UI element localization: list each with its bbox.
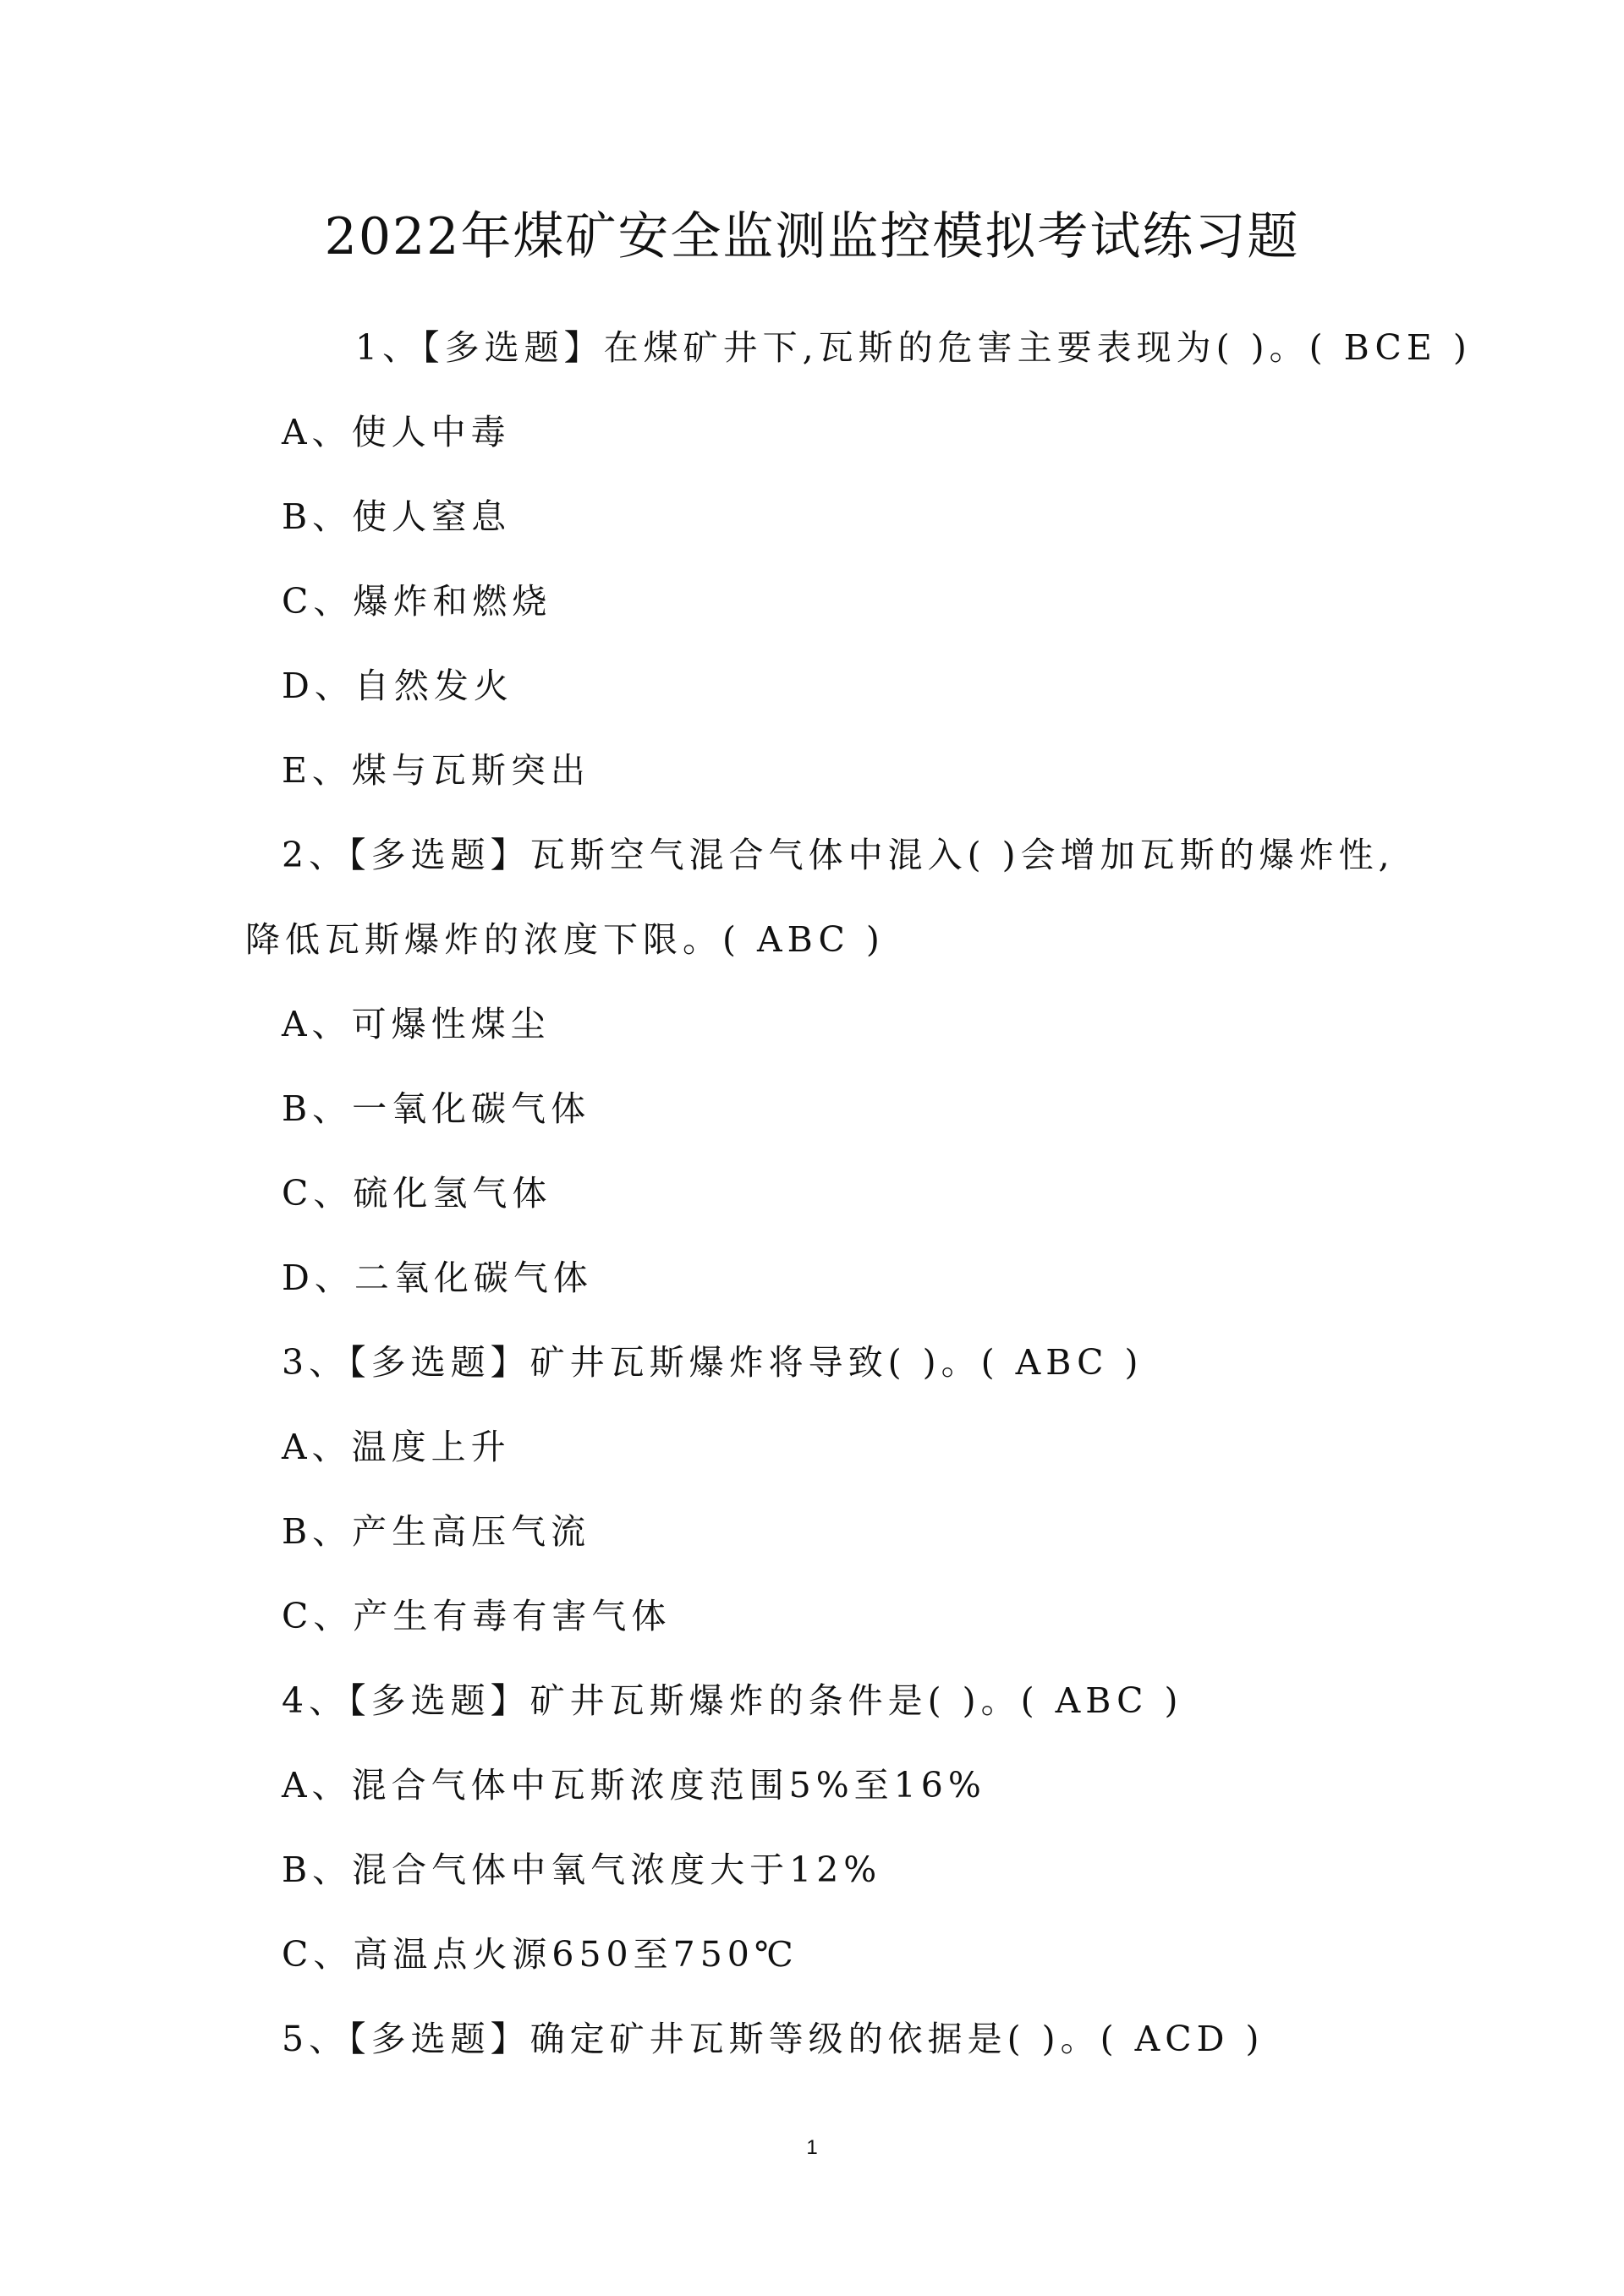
question-3-option-a: A、温度上升 (282, 1427, 511, 1467)
question-1-stem: 1、【多选题】在煤矿井下,瓦斯的危害主要表现为( )。( BCE ) (355, 327, 1472, 368)
question-4-option-c: C、高温点火源650至750℃ (282, 1934, 798, 1975)
question-4-option-a: A、混合气体中瓦斯浓度范围5%至16% (282, 1765, 986, 1806)
question-2-option-c: C、硫化氢气体 (282, 1173, 552, 1214)
question-3-stem: 3、【多选题】矿井瓦斯爆炸将导致( )。( ABC ) (282, 1342, 1144, 1383)
page-title: 2022年煤矿安全监测监控模拟考试练习题 (324, 207, 1300, 266)
question-4-option-b: B、混合气体中氧气浓度大于12% (282, 1849, 882, 1890)
page-number: 1 (806, 2136, 818, 2159)
question-5-stem: 5、【多选题】确定矿井瓦斯等级的依据是( )。( ACD ) (282, 2019, 1265, 2059)
question-2-stem-line-1: 2、【多选题】瓦斯空气混合气体中混入( )会增加瓦斯的爆炸性, (282, 835, 1395, 875)
question-2-option-a: A、可爆性煤尘 (282, 1004, 551, 1044)
question-1-option-c: C、爆炸和燃烧 (282, 581, 552, 622)
question-1-option-a: A、使人中毒 (282, 412, 511, 452)
question-1-option-e: E、煤与瓦斯突出 (282, 750, 590, 791)
question-3-option-c: C、产生有毒有害气体 (282, 1596, 672, 1636)
question-4-stem: 4、【多选题】矿井瓦斯爆炸的条件是( )。( ABC ) (282, 1680, 1183, 1721)
question-2-option-b: B、一氧化碳气体 (282, 1088, 591, 1129)
question-1-option-b: B、使人窒息 (282, 496, 512, 537)
question-2-option-d: D、二氧化碳气体 (282, 1258, 593, 1298)
question-2-stem-line-2: 降低瓦斯爆炸的浓度下限。( ABC ) (245, 919, 885, 960)
question-3-option-b: B、产生高压气流 (282, 1511, 591, 1552)
question-1-option-d: D、自然发火 (282, 666, 513, 706)
